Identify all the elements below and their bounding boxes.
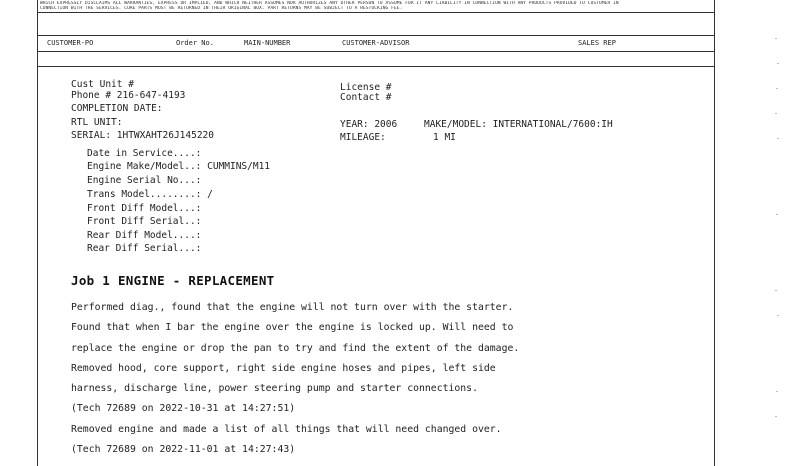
frame-right-border (714, 0, 715, 466)
scan-speck (776, 88, 778, 89)
header-main-number: MAIN-NUMBER (244, 39, 291, 47)
spec-item: Date in Service....: (87, 148, 202, 159)
phone: Phone # 216-647-4193 (71, 90, 186, 101)
divider-header-bottom (37, 51, 715, 52)
scan-speck (776, 214, 778, 215)
spec-item: Front Diff Serial..: (87, 216, 202, 227)
job-note-line: Found that when I bar the engine over the engine is locked up. Will need to (71, 322, 514, 333)
spec-item: Trans Model........: / (87, 189, 213, 200)
make-model: MAKE/MODEL: INTERNATIONAL/7600:IH (424, 119, 613, 130)
scan-speck (776, 391, 778, 392)
contact: Contact # (340, 92, 392, 103)
license: License # (340, 82, 392, 93)
job-note-line: harness, discharge line, power steering pump and starter connections. (71, 383, 478, 394)
job-title: Job 1 ENGINE - REPLACEMENT (71, 273, 275, 288)
completion-date: COMPLETION DATE: (71, 103, 163, 114)
mileage-label: MILEAGE: (340, 132, 386, 143)
job-note-line: replace the engine or drop the pan to try and find the extent of the damage. (71, 343, 520, 354)
spec-item: Front Diff Model...: (87, 203, 202, 214)
spec-item: Rear Diff Model....: (87, 230, 202, 241)
job-note-line: Performed diag., found that the engine will not turn over with the starter. (71, 302, 514, 313)
header-sales-rep: SALES REP (578, 39, 616, 47)
header-order-no: Order No. (176, 39, 214, 47)
scan-speck (775, 113, 777, 114)
frame-left-border (37, 0, 38, 466)
job-note-line: Removed hood, core support, right side engine hoses and pipes, left side (71, 363, 496, 374)
scan-speck (777, 138, 779, 139)
mileage-value: 1 MI (433, 132, 456, 143)
scan-speck (775, 38, 777, 39)
serial: SERIAL: 1HTWXAHT26J145220 (71, 130, 214, 141)
divider-body-top (37, 66, 715, 67)
job-tech-stamp: (Tech 72689 on 2022-10-31 at 14:27:51) (71, 403, 296, 414)
job-note-line: Removed engine and made a list of all things that will need changed over. (71, 424, 502, 435)
fine-print-line-2: CONNECTION WITH THE SERVICES. CORE PARTS MUST BE RETURNED IN THEIR ORIGINAL BOX. PART RETURNS MAY BE SUBJECT TO A RESTOCKING FEE. (40, 6, 403, 11)
header-customer-advisor: CUSTOMER-ADVISOR (342, 39, 410, 47)
fine-print-line-1: WHICH EXPRESSLY DISCLAIMS ALL WARRANTIES, EXPRESS OR IMPLIED, AND WHICH NEITHER ASSUMES NOR AUTHORIZES ANY OTHER PERSON TO ASSUME FOR IT ANY LIABILITY IN CONNECTION WITH ANY PRODUCTS PROVIDED TO CUSTOMER IN (40, 1, 619, 6)
spec-item: Engine Serial No...: (87, 175, 202, 186)
rtl-unit: RTL UNIT: (71, 117, 123, 128)
divider-top (37, 12, 715, 13)
header-customer-po: CUSTOMER-PO (47, 39, 94, 47)
year: YEAR: 2006 (340, 119, 398, 130)
spec-item: Rear Diff Serial...: (87, 243, 202, 254)
job-tech-stamp: (Tech 72689 on 2022-11-01 at 14:27:43) (71, 444, 296, 455)
scan-speck (775, 290, 777, 291)
cust-unit: Cust Unit # (71, 79, 134, 90)
scan-speck (775, 416, 777, 417)
spec-item: Engine Make/Model..: CUMMINS/M11 (87, 161, 271, 172)
divider-header-top (37, 35, 715, 36)
scan-speck (777, 315, 779, 316)
scan-speck (777, 63, 779, 64)
